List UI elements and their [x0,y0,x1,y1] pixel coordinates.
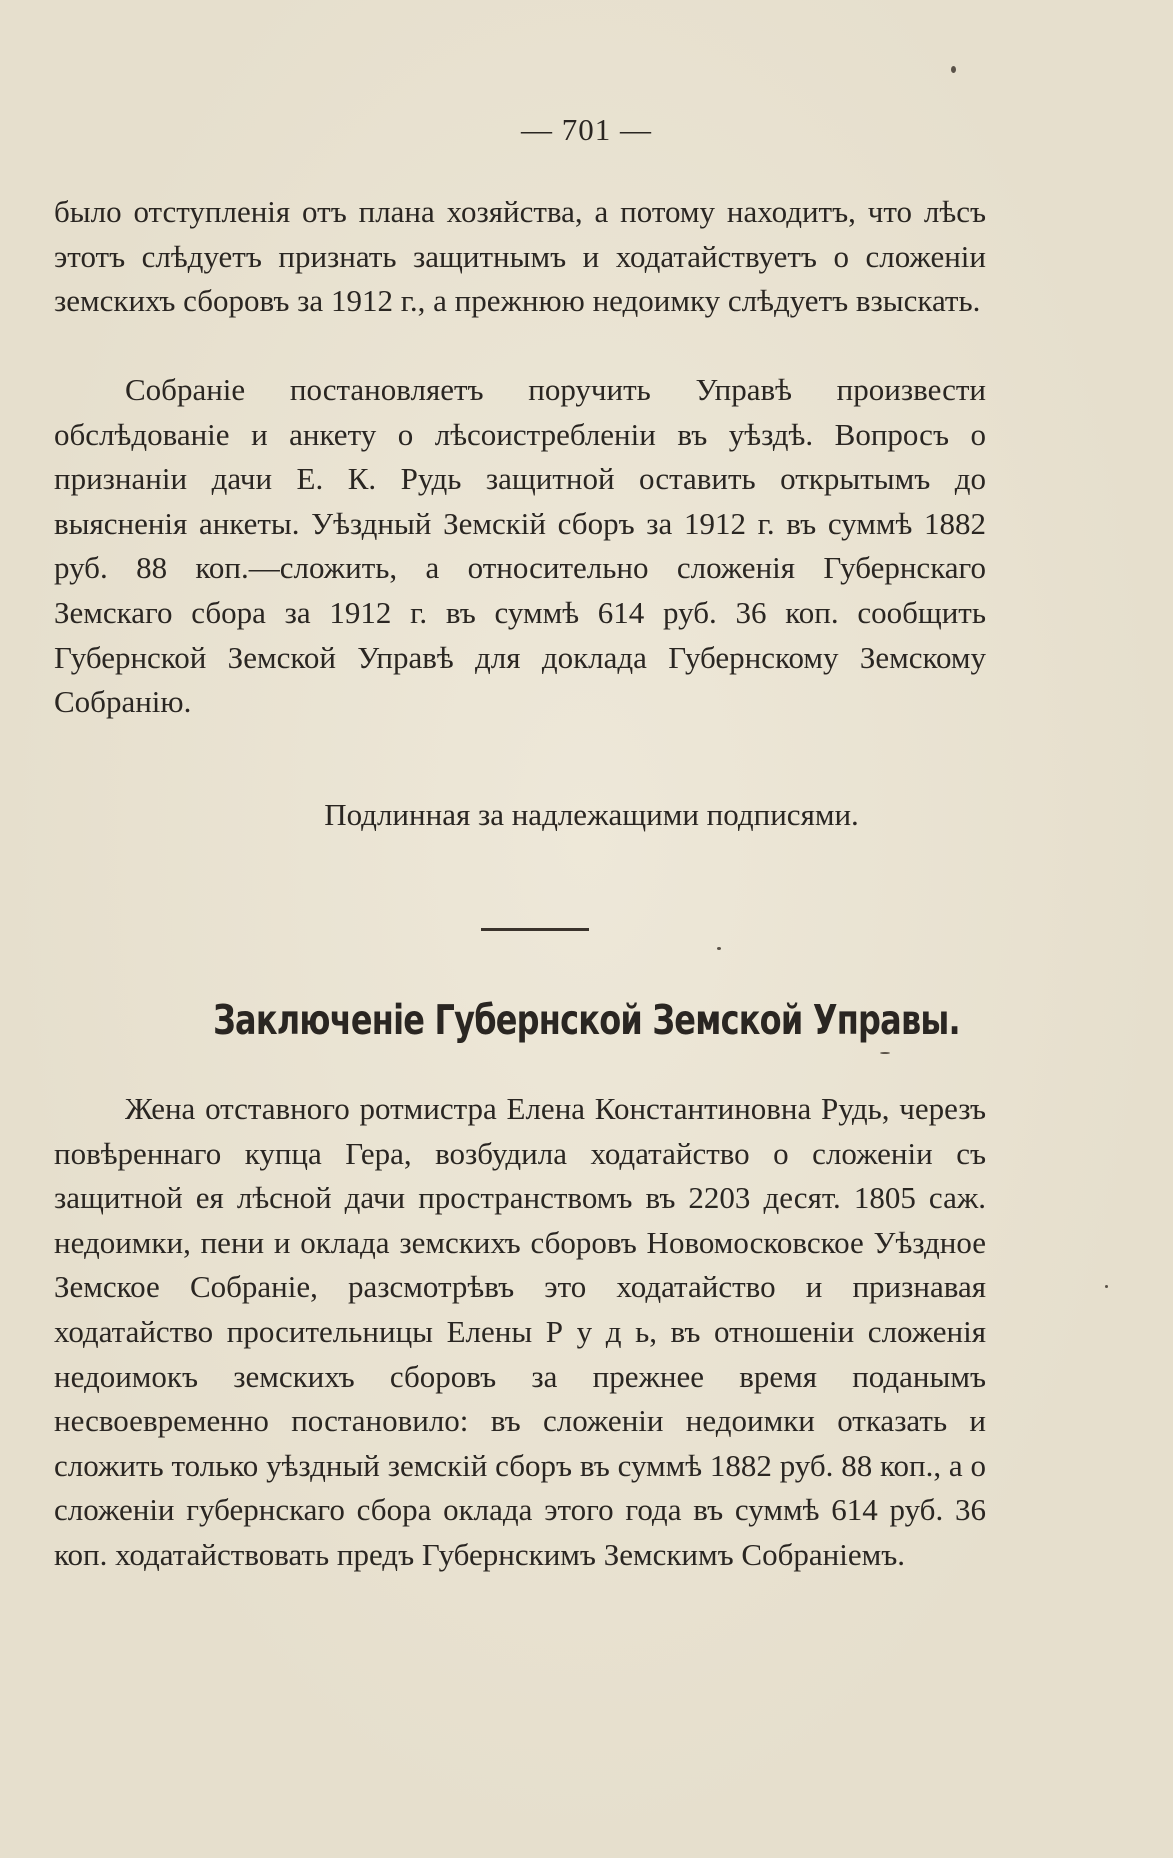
section-heading: Заключеніе Губернской Земской Управы. [213,996,960,1044]
paragraph-assembly-decision [54,368,986,725]
paper-speck [717,947,721,950]
paragraph-conclusion [54,1087,986,1578]
paper-speck [880,1052,890,1054]
page-number: — 701 — [521,112,652,147]
paper-speck [1105,1285,1108,1288]
signature-note: Подлинная за надлежащими подписями. [324,797,859,832]
paper-speck [951,66,956,73]
paragraph-continuation-text: было отступленія отъ плана хозяйства, а потому находитъ, что лѣсъ этотъ слѣдуетъ признать защитнымъ и ходатайствуетъ о сложеніи земскихъ сборовъ за 1912 г., а прежнюю недоимку слѣдуетъ взыскать. [54,194,986,319]
paragraph-assembly-decision-text: Собраніе постановляетъ поручить Управѣ произвести обслѣдованіе и анкету о лѣсоистребленіи въ уѣздѣ. Вопросъ о признаніи дачи Е. К. Рудь защитной оставить открытымъ до выясненія анкеты. Уѣздный Земскій сборъ за 1912 г. въ суммѣ 1882 руб. 88 коп.—сложить, а относительно сложенія Губернскаго Земскаго сбора за 1912 г. въ суммѣ 614 руб. 36 коп. сообщить Губернской Земской Управѣ для доклада Губернскому Земскому Собранію. [54,372,986,720]
paragraph-conclusion-text: Жена отставного ротмистра Елена Константиновна Рудь, черезъ повѣреннаго купца Гера, возбудила ходатайство о сложеніи съ защитной ея лѣсной дачи пространствомъ въ 2203 десят. 1805 саж. недоимки, пени и оклада земскихъ сборовъ Новомосковское Уѣздное Земское Собраніе, разсмотрѣвъ это ходатайство и признавая ходатайство просительницы Елены Р у д ь, въ отношеніи сложенія недоимокъ земскихъ сборовъ за прежнее время поданымъ несвоевременно постановило: въ сложеніи недоимки отказать и сложить только уѣздный земскій сборъ въ суммѣ 1882 руб. 88 коп., а о сложеніи губернскаго сбора оклада этого года въ суммѣ 614 руб. 36 коп. ходатайствовать предъ Губернскимъ Земскимъ Собраніемъ. [54,1091,986,1572]
paragraph-continuation [54,190,986,324]
section-divider [481,928,589,931]
